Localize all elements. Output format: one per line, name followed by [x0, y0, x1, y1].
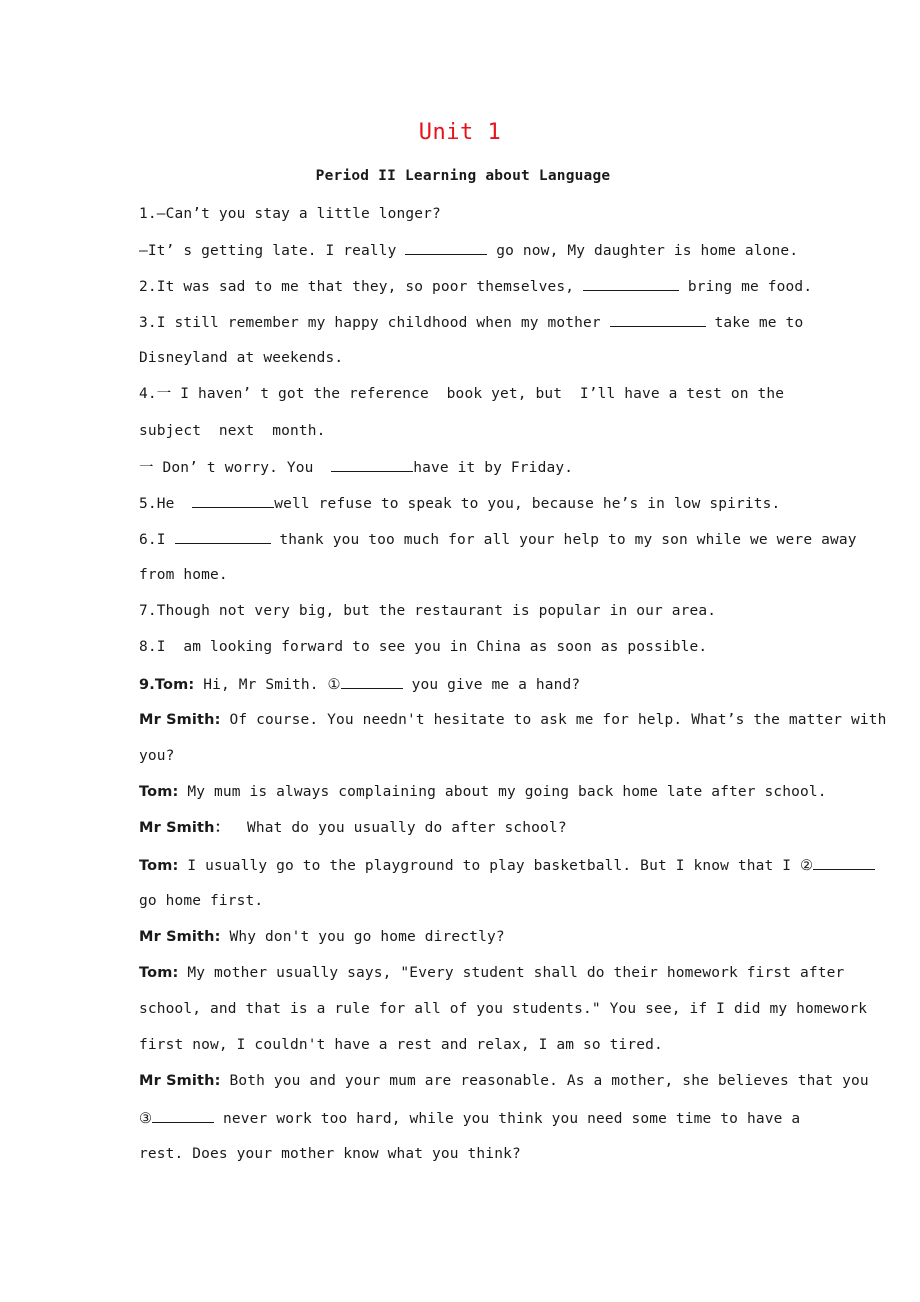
dialogue-line-5-cont: go home first.: [139, 893, 264, 909]
question-4-line-3: 一 Don’ t worry. You have it by Friday.: [139, 457, 573, 478]
dialogue-line-8-cont-2: rest. Does your mother know what you think?: [139, 1146, 521, 1162]
answer-blank-3[interactable]: [152, 1108, 214, 1123]
question-1-line-1: 1.—Can’t you stay a little longer?: [139, 206, 441, 222]
question-6-line-2: from home.: [139, 567, 228, 583]
question-1-line-2: —It’ s getting late. I really go now, My daughter is home alone.: [139, 240, 798, 261]
page-subtitle: Period II Learning about Language: [315, 168, 611, 184]
answer-blank[interactable]: [192, 493, 274, 508]
speaker-tom: Tom:: [139, 858, 179, 874]
dialogue-line-6: Mr Smith: Why don't you go home directly?: [139, 929, 505, 945]
question-7: 7.Though not very big, but the restaurant is popular in our area.: [139, 603, 717, 619]
dialogue-line-4: Mr Smith： What do you usually do after school?: [139, 820, 567, 836]
dialogue-line-2-cont: you?: [139, 748, 175, 764]
dialogue-line-7: Tom: My mother usually says, "Every student shall do their homework first after: [139, 965, 845, 981]
speaker-tom: Tom:: [139, 965, 179, 981]
speaker-tom: Tom:: [139, 784, 179, 800]
question-number: 9.: [139, 677, 155, 693]
answer-blank[interactable]: [331, 457, 413, 472]
dialogue-line-2: Mr Smith: Of course. You needn't hesitate to ask me for help. What’s the matter with: [139, 712, 887, 728]
page-title: Unit 1: [418, 120, 502, 145]
dialogue-line-8: Mr Smith: Both you and your mum are reasonable. As a mother, she believes that you: [139, 1073, 869, 1089]
question-4-line-1: 4.一 I haven’ t got the reference book yet, but I’ll have a test on the: [139, 386, 785, 402]
speaker-mr-smith: Mr Smith:: [139, 929, 221, 945]
question-5: 5.He well refuse to speak to you, because he’s in low spirits.: [139, 493, 780, 514]
answer-blank[interactable]: [175, 529, 271, 544]
answer-blank-2[interactable]: [813, 855, 875, 870]
question-6-line-1: 6.I thank you too much for all your help to my son while we were away: [139, 529, 857, 550]
answer-blank[interactable]: [405, 240, 487, 255]
speaker-mr-smith: Mr Smith:: [139, 1073, 221, 1089]
dialogue-line-1: 9.Tom: Hi, Mr Smith. ① you give me a hand?: [139, 674, 580, 695]
speaker-tom: Tom:: [154, 677, 195, 693]
speaker-mr-smith: Mr Smith：: [139, 820, 230, 836]
question-2: 2.It was sad to me that they, so poor themselves, bring me food.: [139, 276, 812, 297]
question-4-line-2: subject next month.: [139, 423, 326, 439]
speaker-mr-smith: Mr Smith:: [139, 712, 221, 728]
question-3-line-2: Disneyland at weekends.: [139, 350, 344, 366]
answer-blank-1[interactable]: [341, 674, 403, 689]
dialogue-line-5: Tom: I usually go to the playground to play basketball. But I know that I ②: [139, 855, 875, 876]
dialogue-line-3: Tom: My mum is always complaining about my going back home late after school.: [139, 784, 827, 800]
question-3-line-1: 3.I still remember my happy childhood when my mother take me to: [139, 312, 803, 333]
dialogue-line-8-cont-1: ③ never work too hard, while you think you need some time to have a: [139, 1108, 800, 1129]
dialogue-line-7-cont-2: first now, I couldn't have a rest and relax, I am so tired.: [139, 1037, 663, 1053]
answer-blank[interactable]: [610, 312, 706, 327]
answer-blank[interactable]: [583, 276, 679, 291]
dialogue-line-7-cont-1: school, and that is a rule for all of you students." You see, if I did my homework: [139, 1001, 868, 1017]
question-8: 8.I am looking forward to see you in China as soon as possible.: [139, 639, 708, 655]
